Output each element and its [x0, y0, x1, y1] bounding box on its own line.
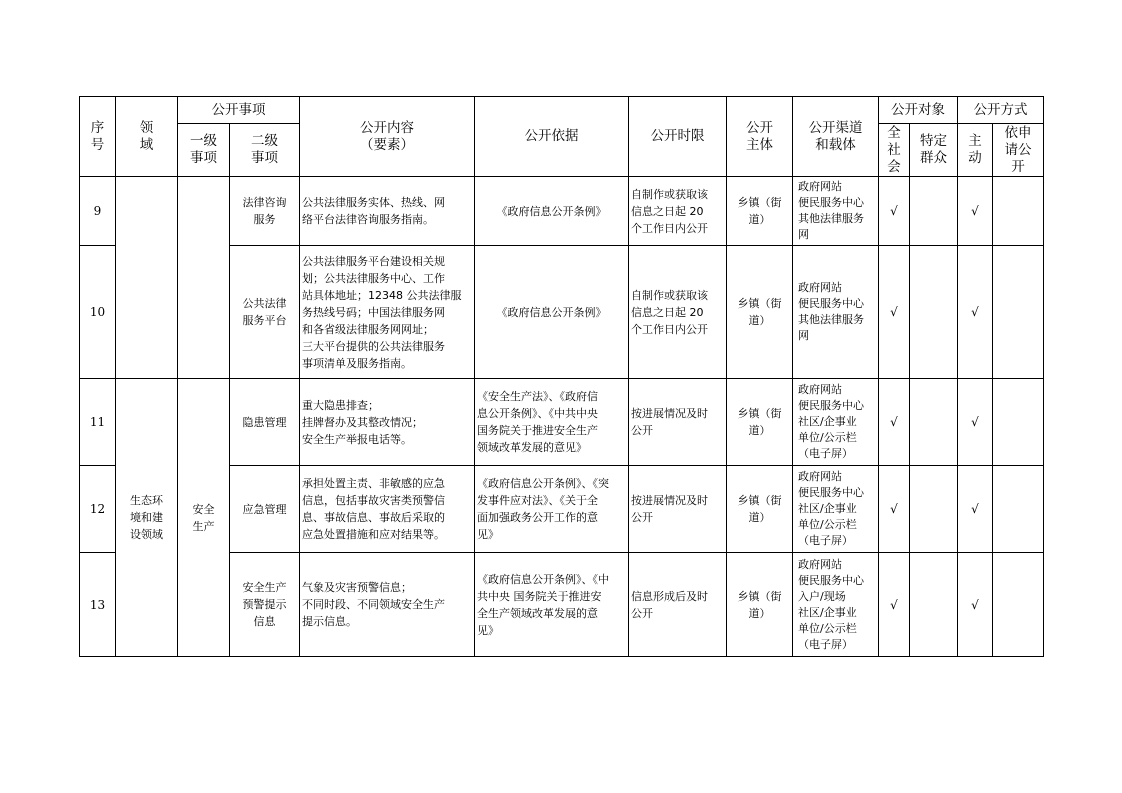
header-target: 公开对象 — [879, 97, 958, 124]
row-level2: 应急管理 — [230, 466, 300, 553]
header-time-limit: 公开时限 — [629, 97, 727, 177]
row-subject: 乡镇（街 道） — [727, 177, 793, 246]
row-content: 公共法律服务平台建设相关规 划；公共法律服务中心、工作 站具体地址；12348 公共法律服 务热线号码；中国法律服务网 和各省级法律服务网网址； 三大平台提供的公共法律服务 事项清单及服务指南。 — [300, 246, 475, 379]
row-level2: 安全生产 预警提示 信息 — [230, 553, 300, 657]
header-content: 公开内容 （要素） — [300, 97, 475, 177]
row-specific-groups — [910, 466, 958, 553]
row-seq: 9 — [80, 177, 116, 246]
header-level1: 一级 事项 — [178, 124, 230, 177]
row-on-request — [993, 553, 1044, 657]
row-time-limit: 自制作或获取该 信息之日起 20 个工作日内公开 — [629, 246, 727, 379]
row-whole-society: √ — [879, 246, 910, 379]
row-seq: 10 — [80, 246, 116, 379]
row-whole-society: √ — [879, 553, 910, 657]
disclosure-table — [79, 96, 1044, 657]
row-basis: 《安全生产法》、《政府信 息公开条例》、《中共中央 国务院关于推进安全生产 领域改革发展的意见》 — [475, 379, 629, 466]
row-on-request — [993, 246, 1044, 379]
row-level2: 隐患管理 — [230, 379, 300, 466]
row-basis: 《政府信息公开条例》 — [475, 177, 629, 246]
row-seq: 13 — [80, 553, 116, 657]
row-time-limit: 按进展情况及时 公开 — [629, 379, 727, 466]
row-specific-groups — [910, 177, 958, 246]
row-content: 承担处置主责、非敏感的应急 信息，包括事故灾害类预警信 息、事故信息、事故后采取的 应急处置措施和应对结果等。 — [300, 466, 475, 553]
header-channel: 公开渠道 和载体 — [793, 97, 879, 177]
row-whole-society: √ — [879, 379, 910, 466]
header-seq: 序 号 — [80, 97, 116, 177]
row-channel: 政府网站 便民服务中心 其他法律服务 网 — [793, 177, 879, 246]
row-specific-groups — [910, 379, 958, 466]
row-basis: 《政府信息公开条例》、《中 共中央 国务院关于推进安 全生产领域改革发展的意 见》 — [475, 553, 629, 657]
row-active: √ — [958, 553, 993, 657]
row-channel: 政府网站 便民服务中心 社区/企事业 单位/公示栏 （电子屏） — [793, 466, 879, 553]
row-content: 公共法律服务实体、热线、网 络平台法律咨询服务指南。 — [300, 177, 475, 246]
row-active: √ — [958, 379, 993, 466]
row-seq: 12 — [80, 466, 116, 553]
row-content: 气象及灾害预警信息； 不同时段、不同领域安全生产 提示信息。 — [300, 553, 475, 657]
header-level2: 二级 事项 — [230, 124, 300, 177]
row-basis: 《政府信息公开条例》 — [475, 246, 629, 379]
row-specific-groups — [910, 553, 958, 657]
row-time-limit: 自制作或获取该 信息之日起 20 个工作日内公开 — [629, 177, 727, 246]
header-on-request: 依申 请公 开 — [993, 124, 1044, 177]
row-level2: 法律咨询 服务 — [230, 177, 300, 246]
row-subject: 乡镇（街 道） — [727, 246, 793, 379]
row-whole-society: √ — [879, 466, 910, 553]
row-time-limit: 信息形成后及时 公开 — [629, 553, 727, 657]
row-channel: 政府网站 便民服务中心 其他法律服务 网 — [793, 246, 879, 379]
row-subject: 乡镇（街 道） — [727, 379, 793, 466]
row-active: √ — [958, 466, 993, 553]
row-on-request — [993, 466, 1044, 553]
row-time-limit: 按进展情况及时 公开 — [629, 466, 727, 553]
row-active: √ — [958, 177, 993, 246]
row-subject: 乡镇（街 道） — [727, 466, 793, 553]
header-specific-groups: 特定 群众 — [910, 124, 958, 177]
header-active: 主 动 — [958, 124, 993, 177]
row-channel: 政府网站 便民服务中心 社区/企事业 单位/公示栏 （电子屏） — [793, 379, 879, 466]
row-basis: 《政府信息公开条例》、《突 发事件应对法》、《关于全 面加强政务公开工作的意 见》 — [475, 466, 629, 553]
row-content: 重大隐患排查； 挂牌督办及其整改情况； 安全生产举报电话等。 — [300, 379, 475, 466]
header-whole-society: 全 社 会 — [879, 124, 910, 177]
row-on-request — [993, 379, 1044, 466]
table-row — [80, 379, 1044, 466]
row-level2: 公共法律 服务平台 — [230, 246, 300, 379]
header-method: 公开方式 — [958, 97, 1044, 124]
row-domain: 生态环 境和建 设领域 — [116, 379, 178, 657]
row-channel: 政府网站 便民服务中心 入户/现场 社区/企事业 单位/公示栏 （电子屏） — [793, 553, 879, 657]
header-items: 公开事项 — [178, 97, 300, 124]
header-basis: 公开依据 — [475, 97, 629, 177]
row-level1-empty — [178, 177, 230, 379]
row-domain-empty — [116, 177, 178, 379]
table-row — [80, 177, 1044, 246]
row-subject: 乡镇（街 道） — [727, 553, 793, 657]
row-active: √ — [958, 246, 993, 379]
row-seq: 11 — [80, 379, 116, 466]
row-specific-groups — [910, 246, 958, 379]
header-subject: 公开 主体 — [727, 97, 793, 177]
row-level1: 安全 生产 — [178, 379, 230, 657]
row-on-request — [993, 177, 1044, 246]
row-whole-society: √ — [879, 177, 910, 246]
header-domain: 领 域 — [116, 97, 178, 177]
